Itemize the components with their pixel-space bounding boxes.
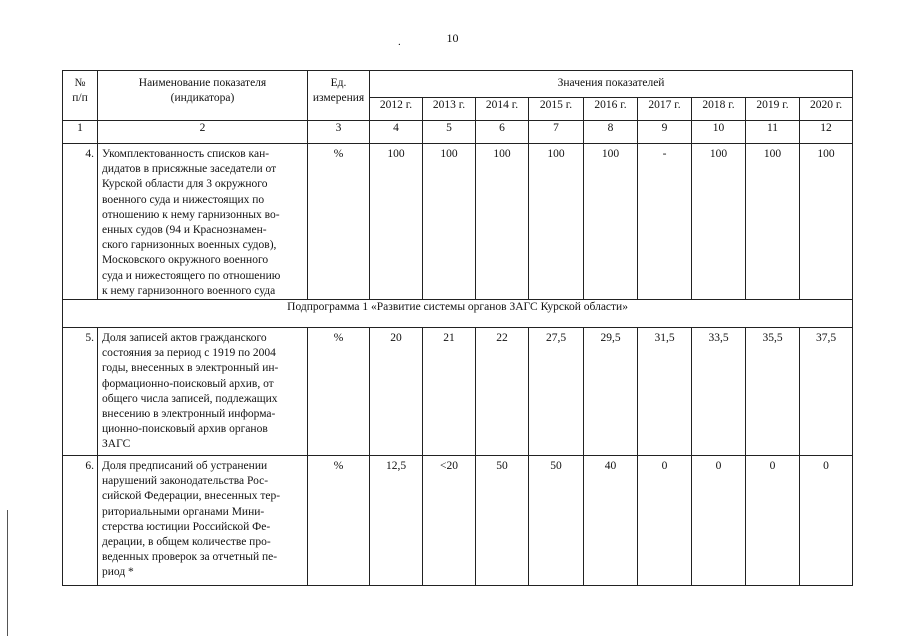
header-values: Значения показателей [370, 71, 853, 98]
indicator-value: 100 [584, 144, 638, 300]
row-number: 5. [63, 328, 98, 456]
indicator-value: 0 [746, 456, 800, 586]
indicator-value: 100 [746, 144, 800, 300]
indicator-value: 22 [476, 328, 529, 456]
header-year: 2014 г. [476, 98, 529, 121]
indicator-value: 0 [638, 456, 692, 586]
column-index: 7 [529, 121, 584, 144]
row-number: 4. [63, 144, 98, 300]
indicator-value: 29,5 [584, 328, 638, 456]
indicator-value: 100 [692, 144, 746, 300]
column-index: 11 [746, 121, 800, 144]
column-index: 6 [476, 121, 529, 144]
column-index: 2 [98, 121, 308, 144]
column-index: 12 [800, 121, 853, 144]
indicator-value: 35,5 [746, 328, 800, 456]
header-year: 2018 г. [692, 98, 746, 121]
column-index: 3 [308, 121, 370, 144]
indicator-value: 100 [476, 144, 529, 300]
indicator-value: 50 [529, 456, 584, 586]
indicator-value: - [638, 144, 692, 300]
indicator-value: 27,5 [529, 328, 584, 456]
column-index: 4 [370, 121, 423, 144]
indicator-value: 100 [370, 144, 423, 300]
header-year: 2019 г. [746, 98, 800, 121]
indicator-value: 20 [370, 328, 423, 456]
header-unit: Ед. измерения [308, 71, 370, 121]
header-year: 2017 г. [638, 98, 692, 121]
indicator-value: 100 [800, 144, 853, 300]
indicator-value: 100 [423, 144, 476, 300]
header-year: 2020 г. [800, 98, 853, 121]
indicator-value: 12,5 [370, 456, 423, 586]
table-row [63, 144, 853, 300]
indicator-unit: % [308, 328, 370, 456]
indicator-value: 0 [800, 456, 853, 586]
indicator-name: Укомплектованность списков кан- дидатов в присяжные заседатели от Курской области для 3 окружного военного суда и нижестоящих по отношению к нему гарнизонных во- енных судов (94 и Краснознамен- ского гарнизонных военных судов), Московского окружного военного суда и нижестоящего по отношению к нему гарнизонного военного суда [98, 144, 308, 300]
scan-margin-line [7, 510, 8, 636]
column-index: 9 [638, 121, 692, 144]
column-index: 8 [584, 121, 638, 144]
header-year: 2015 г. [529, 98, 584, 121]
indicator-value: 37,5 [800, 328, 853, 456]
indicator-value: 40 [584, 456, 638, 586]
indicator-value: 33,5 [692, 328, 746, 456]
indicator-value: 31,5 [638, 328, 692, 456]
table-row [63, 456, 853, 586]
indicator-unit: % [308, 144, 370, 300]
indicators-table [62, 70, 853, 586]
indicator-name: Доля записей актов гражданского состояния за период с 1919 по 2004 годы, внесенных в электронный ин- формационно-поисковый архив, от общего числа записей, подлежащих внесению в электронный информа- ционно-поисковый архив органов ЗАГС [98, 328, 308, 456]
indicator-value: <20 [423, 456, 476, 586]
header-indicator-name: Наименование показателя (индикатора) [98, 71, 308, 121]
header-year: 2012 г. [370, 98, 423, 121]
row-number: 6. [63, 456, 98, 586]
indicator-value: 100 [529, 144, 584, 300]
indicator-value: 0 [692, 456, 746, 586]
header-year: 2016 г. [584, 98, 638, 121]
subprogram-heading: Подпрограмма 1 «Развитие системы органов ЗАГС Курской области» [63, 300, 853, 328]
indicator-value: 21 [423, 328, 476, 456]
header-number: № п/п [63, 71, 98, 121]
column-index: 5 [423, 121, 476, 144]
stray-mark: . [398, 36, 401, 48]
page-number: 10 [446, 31, 459, 45]
header-year: 2013 г. [423, 98, 476, 121]
table-row [63, 328, 853, 456]
indicator-value: 50 [476, 456, 529, 586]
indicator-unit: % [308, 456, 370, 586]
column-index: 10 [692, 121, 746, 144]
column-index: 1 [63, 121, 98, 144]
indicator-name: Доля предписаний об устранении нарушений законодательства Рос- сийской Федерации, внесенных тер- риториальными органами Мини- стерства юстиции Российской Фе- дерации, в общем количестве про- веденных проверок за отчетный пе- риод * [98, 456, 308, 586]
